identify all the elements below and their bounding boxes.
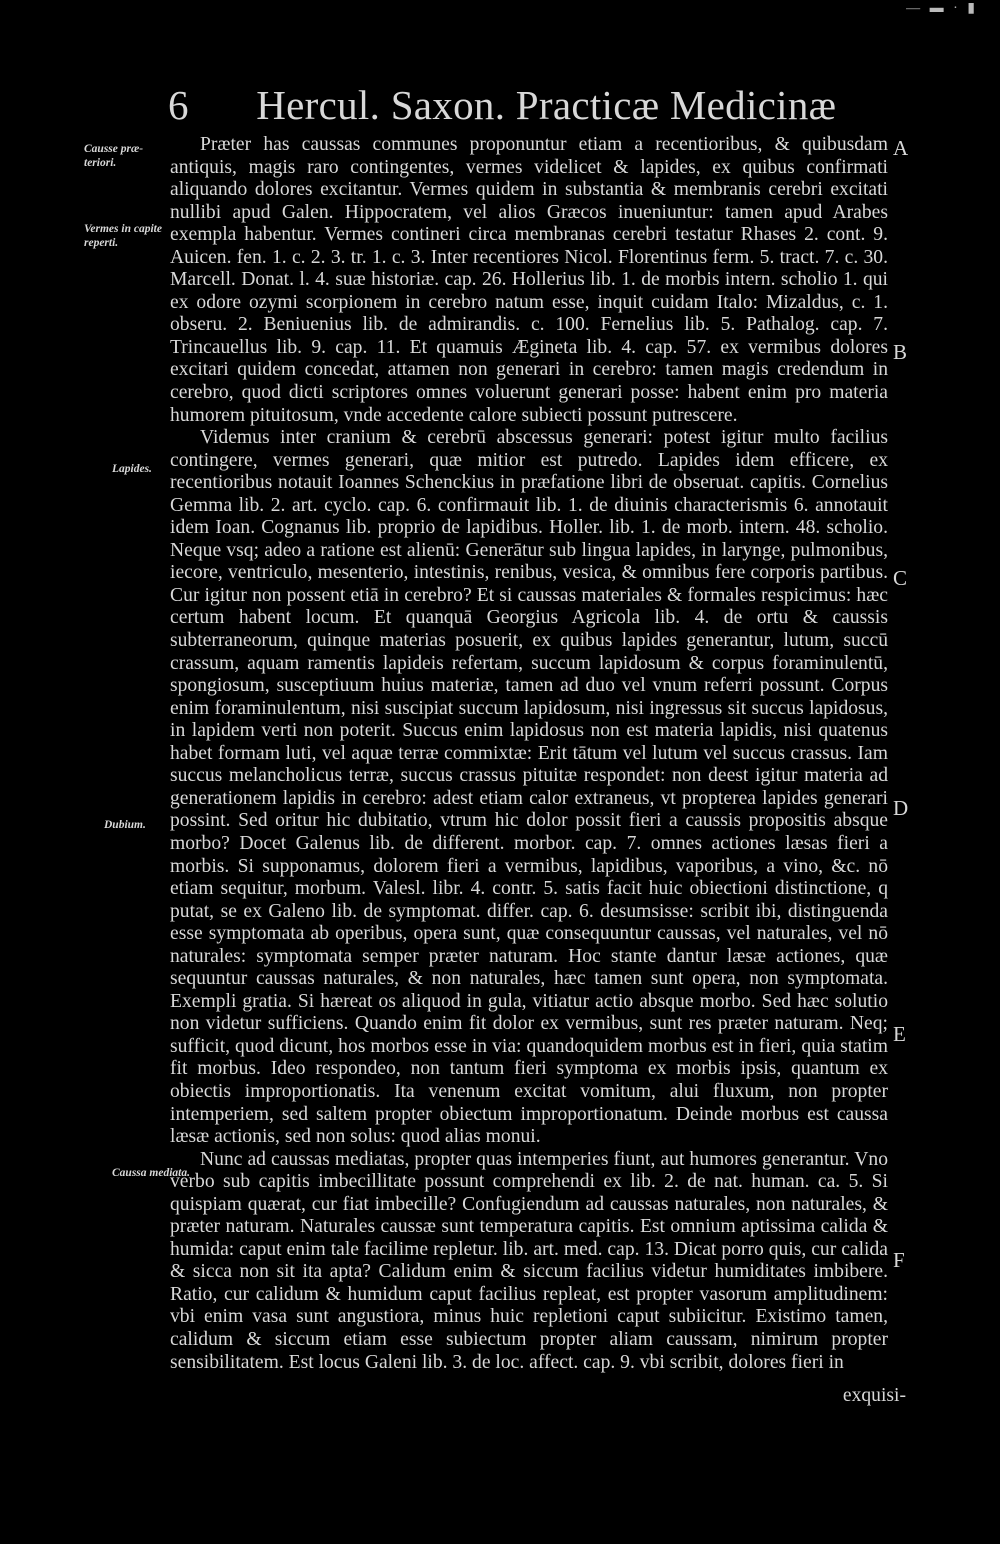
section-letter-d: D — [893, 796, 909, 820]
section-letter-b: B — [893, 340, 908, 364]
margin-note-dubium: Dubium. — [104, 819, 146, 831]
corner-mark: — ▬ · ▮ — [906, 1, 978, 16]
margin-note-vermes: Vermes in capite reperti. — [84, 223, 162, 249]
section-letter-c: C — [893, 566, 908, 590]
section-letter-f: F — [893, 1248, 905, 1272]
paragraph-1: Præter has caussas communes proponuntur etiam a recentioribus, & quibusdam antiquis, magis raro contingentes, vermes videlicet & lapides, ex quibus confirmati aliquando dolores excitantur. Vermes quidem in substantia & membranis cerebri excitati nullibi apud Galen. Hippocratem, vel alios Græcos inueniuntur: tamen apud Arabes exempla habentur. Vermes contineri circa membranas cerebri testatur Rhases 2. cont. 9. Auicen. fen. 1. c. 2. 3. tr. 1. c. 3. Inter recentiores Nicol. Florentinus ferm. 5. tract. 7. c. 30. Marcell. Donat. l. 4. suæ historiæ. cap. 26. Hollerius lib. 1. de morbis intern. scholio 1. qui ex odore ozymi scorpionem in cerebro natum esse, inquit cuidam Italo: Mizaldus, c. 1. obseru. 2. Beniuenius lib. de admirandis. c. 100. Fernelius lib. 5. Pathalog. cap. 7. Trincauellus lib. 9. cap. 11. Et quamuis Ægineta lib. 4. cap. 57. ex vermibus dolores excitari quidem concedat, attamen non generari in cerebro: tamen magis credendum in cerebro, quod dicti scriptores omnes voluerunt generari posse: habent enim pro materia humorem pituitosum, vnde accedente calore subiecti possunt putrescere. — [170, 134, 888, 426]
catchword: exquisi- — [842, 1385, 906, 1406]
margin-note-caussae: Causse præ- teriori. — [84, 143, 144, 169]
section-letter-a: A — [893, 136, 909, 160]
section-letter-e: E — [893, 1022, 906, 1046]
margin-note-caussa-mediata: Caussa mediata. — [112, 1167, 190, 1179]
margin-note-lapides: Lapides. — [112, 463, 152, 475]
page-number: 6 — [168, 82, 189, 128]
running-head: Hercul. Saxon. Practicæ Medicinæ — [256, 82, 837, 128]
paragraph-3: Nunc ad caussas mediatas, propter quas intemperies fiunt, aut humores generantur. Vno verbo sub capitis imbecillitate possunt comprehendi ex lib. 2. de nat. human. ca. 5. Si quispiam quærat, cur fiat imbecille? Confugiendum ad caussas naturales, non naturales, & præter naturam. Naturales caussæ sunt temperatura capitis. Est omnium aptissima calida & humida: caput enim tale facilime repletur. lib. art. med. cap. 13. Dicat porro quis, cur calida & sicca non sit ita apta? Calidum enim & siccum facilius videtur humiditates imbibere. Ratio, cur calidum & humidum caput facilius repleat, est propter vasorum amplitudinem: vbi enim vasa sunt angustiora, minus huic repletioni caput subiicitur. Existimo tamen, calidum & siccum etiam esse subiectum propter aliam caussam, nimirum propter sensibilitatem. Est locus Galeni lib. 3. de loc. affect. cap. 9. vbi scribit, dolores fieri in — [170, 1148, 888, 1373]
paragraph-2: Videmus inter cranium & cerebrū abscessus generari: potest igitur multo facilius contingere, vermes generari, quæ mitior est putredo. Lapides idem efficere, ex recentioribus notauit Ioannes Schenckius in præfatione libri de obseruat. capitis. Cornelius Gemma lib. 2. art. cyclo. cap. 6. confirmauit lib. 1. de diuinis characterismis 6. annotauit idem Ioan. Cognanus lib. proprio de lapidibus. Holler. lib. 1. de morb. intern. 48. scholio. Neque vsq; adeo a ratione est alienū: Generātur sub lingua lapides, in larynge, pulmonibus, iecore, ventriculo, mesenterio, intestinis, renibus, vesica, & omnibus fere corporis partibus. Cur igitur non possent etiā in cerebro? Et si caussas materiales & formales respicimus: hæc certum habent locum. Et quanquā Georgius Agricola lib. 4. de ortu & caussis subterraneorum, quinque materias posuerit, ex quibus lapides generantur, lutum, succū crassum, aquam ramentis lapideis refertam, succum lapidosum & corpus foraminulentū, spongiosum, susceptiuum huius materiæ, tamen ad duo vel vnum referri possunt. Corpus enim foraminulentum, nisi suscipiat succum lapidosum, nisi ingressus sit succus lapidosus, in lapidem verti non poterit. Succus enim lapidosus non est materia lapidis, nisi quatenus habet formam luti, vel aquæ terræ commixtæ: Erit tātum vel lutum vel succus crassus. Iam succus melancholicus terræ, succus crassus pituitæ respondet: non deest igitur materia ad generationem lapidis in cerebro: adest etiam calor extraneus, vt propterea lapides generari possint. Sed oritur hic dubitatio, vtrum hic dolor possit fieri a caussis propositis absque morbo? Docet Galenus lib. de different. morbor. cap. 7. omnes actiones læsas fieri a morbis. Si supponamus, dolorem fieri a vermibus, lapidibus, vaporibus, a vino, &c. nō etiam sequitur, morbum. Valesl. libr. 4. contr. 5. satis facit huic obiectioni distinctione, q putat, se ex Galeno lib. de symptomat. differ. cap. 6. desumsisse: scribit ibi, distinguenda esse symptomata ab operibus, opera sunt, quæ consequuntur caussas, vel naturales, vel nō naturales: symptomata semper præter naturam. Hoc stante dantur læsæ actiones, quæ sequuntur caussas naturales, & non naturales, hæc tamen sunt opera, non symptomata. Exempli gratia. Si hæreat os aliquod in gula, vitiatur actio absque morbo. Sed hæc solutio non videtur sufficiens. Quando enim fit dolor ex vermibus, sunt res præter naturam. Neq; sufficit, quod dicunt, hos morbos esse in via: quandoquidem morbus est in fieri, quia statim fit morbus. Ideo respondeo, non tantum fieri symptoma ex morbis ipsis, quantum ex obiectis improportionatis. Ita venenum excitat vomitum, alui fluxum, non propter intemperiem, sed saltem propter obiectum improportionatum. Deinde morbus est caussa læsæ actionis, sed non solus: quod alias monui. — [170, 427, 888, 1148]
body-text — [170, 134, 888, 1374]
page-header — [168, 80, 837, 130]
